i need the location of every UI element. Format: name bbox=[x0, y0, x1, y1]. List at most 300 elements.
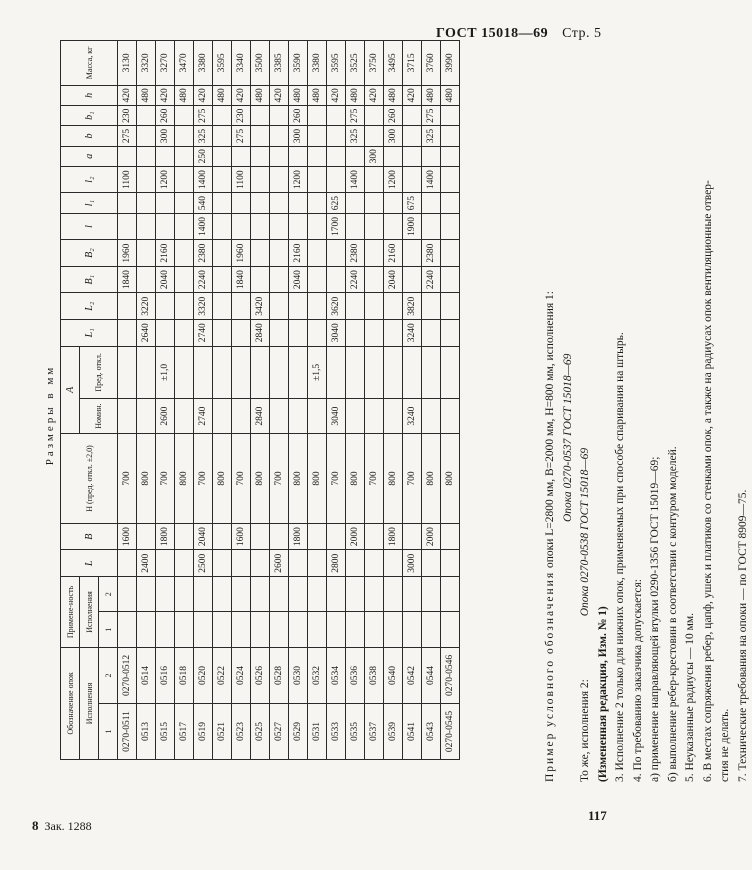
cell-app1 bbox=[422, 612, 441, 647]
cell-A bbox=[118, 399, 137, 434]
cell-l1: 540 bbox=[194, 193, 213, 213]
cell-B: 2000 bbox=[422, 523, 441, 550]
cell-L2 bbox=[118, 293, 137, 320]
cell-L1 bbox=[346, 320, 365, 347]
cell-d1: 0529 bbox=[289, 703, 308, 759]
cell-h: 480 bbox=[346, 85, 365, 105]
cell-b1: 275 bbox=[194, 106, 213, 126]
cell-L: 2500 bbox=[194, 550, 213, 577]
cell-B2 bbox=[403, 240, 422, 267]
col-A-dev: Пред. откл. bbox=[80, 346, 118, 399]
cell-L1 bbox=[308, 320, 327, 347]
app-2: 2 bbox=[99, 577, 118, 612]
same-code: Опока 0270-0538 ГОСТ 15018—69 bbox=[579, 447, 591, 617]
cell-B2: 2380 bbox=[194, 240, 213, 267]
cell-l2 bbox=[403, 166, 422, 193]
cell-app1 bbox=[384, 612, 403, 647]
table-row bbox=[308, 41, 327, 760]
table-row bbox=[403, 41, 422, 760]
cell-B bbox=[251, 523, 270, 550]
cell-app2 bbox=[346, 577, 365, 612]
cell-b bbox=[365, 126, 384, 146]
cell-l bbox=[156, 213, 175, 240]
cell-l1 bbox=[137, 193, 156, 213]
cell-B1: 1840 bbox=[232, 266, 251, 293]
cell-a: 300 bbox=[365, 146, 384, 166]
cell-l1 bbox=[346, 193, 365, 213]
cell-d1: 0533 bbox=[327, 703, 346, 759]
cell-d2: 0538 bbox=[365, 647, 384, 703]
cell-L2: 3620 bbox=[327, 293, 346, 320]
cell-B1 bbox=[213, 266, 232, 293]
cell-app2 bbox=[441, 577, 460, 612]
cell-L bbox=[384, 550, 403, 577]
table-row bbox=[251, 41, 270, 760]
cell-a bbox=[251, 146, 270, 166]
cell-b: 275 bbox=[118, 126, 137, 146]
col-l1: l₁ bbox=[61, 193, 118, 213]
cell-dev bbox=[175, 346, 194, 399]
cell-l bbox=[346, 213, 365, 240]
cell-d2: 0516 bbox=[156, 647, 175, 703]
cell-app2 bbox=[270, 577, 289, 612]
cell-l1 bbox=[270, 193, 289, 213]
cell-b1: 230 bbox=[118, 106, 137, 126]
cell-l2: 1400 bbox=[194, 166, 213, 193]
cell-H: 700 bbox=[365, 434, 384, 524]
cell-b bbox=[175, 126, 194, 146]
cell-a bbox=[384, 146, 403, 166]
cell-l: 1900 bbox=[403, 213, 422, 240]
cell-B2 bbox=[441, 240, 460, 267]
cell-b: 325 bbox=[346, 126, 365, 146]
cell-dev bbox=[441, 346, 460, 399]
cell-A bbox=[137, 399, 156, 434]
cell-B1 bbox=[270, 266, 289, 293]
cell-B1 bbox=[403, 266, 422, 293]
cell-L1 bbox=[422, 320, 441, 347]
example-label: Пример условного обозначения bbox=[544, 570, 556, 782]
cell-d1: 0543 bbox=[422, 703, 441, 759]
cell-B bbox=[365, 523, 384, 550]
cell-l bbox=[422, 213, 441, 240]
cell-A: 3240 bbox=[403, 399, 422, 434]
col-l: l bbox=[61, 213, 118, 240]
cell-b1 bbox=[213, 106, 232, 126]
cell-A bbox=[175, 399, 194, 434]
cell-a bbox=[403, 146, 422, 166]
cell-mass: 3130 bbox=[118, 41, 137, 86]
cell-L1 bbox=[384, 320, 403, 347]
cell-l2 bbox=[441, 166, 460, 193]
cell-app1 bbox=[137, 612, 156, 647]
cell-L1 bbox=[441, 320, 460, 347]
table-row bbox=[289, 41, 308, 760]
cell-dev bbox=[213, 346, 232, 399]
cell-L bbox=[232, 550, 251, 577]
cell-dev bbox=[346, 346, 365, 399]
cell-d2: 0544 bbox=[422, 647, 441, 703]
cell-A: 2840 bbox=[251, 399, 270, 434]
col-l2: l₂ bbox=[61, 166, 118, 193]
cell-l bbox=[213, 213, 232, 240]
cell-A: 3040 bbox=[327, 399, 346, 434]
note-4a: а) применение направляющей втулки 0290-1356 ГОСТ 15019—69; bbox=[649, 456, 661, 782]
cell-l bbox=[289, 213, 308, 240]
cell-B bbox=[403, 523, 422, 550]
cell-L: 2400 bbox=[137, 550, 156, 577]
cell-A: 2740 bbox=[194, 399, 213, 434]
cell-app2 bbox=[289, 577, 308, 612]
cell-h: 480 bbox=[137, 85, 156, 105]
table-row bbox=[346, 41, 365, 760]
cell-L bbox=[441, 550, 460, 577]
cell-app1 bbox=[403, 612, 422, 647]
cell-d1: 0535 bbox=[346, 703, 365, 759]
cell-L2 bbox=[270, 293, 289, 320]
cell-L1 bbox=[213, 320, 232, 347]
cell-b1: 260 bbox=[156, 106, 175, 126]
cell-B1 bbox=[365, 266, 384, 293]
cell-B: 1600 bbox=[118, 523, 137, 550]
cell-B2: 1960 bbox=[118, 240, 137, 267]
cell-l bbox=[232, 213, 251, 240]
cell-l2 bbox=[365, 166, 384, 193]
cell-dev bbox=[327, 346, 346, 399]
cell-d2: 0522 bbox=[213, 647, 232, 703]
cell-A: 2600 bbox=[156, 399, 175, 434]
cell-dev bbox=[422, 346, 441, 399]
cell-dev bbox=[251, 346, 270, 399]
cell-d1: 0270-0511 bbox=[118, 703, 137, 759]
cell-mass: 3990 bbox=[441, 41, 460, 86]
cell-app1 bbox=[289, 612, 308, 647]
cell-mass: 3340 bbox=[232, 41, 251, 86]
cell-L2 bbox=[422, 293, 441, 320]
cell-d2: 0528 bbox=[270, 647, 289, 703]
col-H: H (пред. откл. ±2,0) bbox=[61, 434, 118, 524]
cell-L bbox=[422, 550, 441, 577]
cell-mass: 3595 bbox=[327, 41, 346, 86]
app-1: 1 bbox=[99, 612, 118, 647]
table-row bbox=[175, 41, 194, 760]
cell-d1: 0270-0545 bbox=[441, 703, 460, 759]
cell-app1 bbox=[251, 612, 270, 647]
cell-mass: 3595 bbox=[213, 41, 232, 86]
cell-app2 bbox=[422, 577, 441, 612]
cell-H: 800 bbox=[137, 434, 156, 524]
cell-b1 bbox=[251, 106, 270, 126]
cell-H: 700 bbox=[194, 434, 213, 524]
col-A: A bbox=[61, 346, 80, 433]
cell-L: 2600 bbox=[270, 550, 289, 577]
cell-b bbox=[327, 126, 346, 146]
cell-app1 bbox=[118, 612, 137, 647]
cell-H: 700 bbox=[327, 434, 346, 524]
notes-block bbox=[542, 22, 752, 782]
cell-app2 bbox=[194, 577, 213, 612]
cell-b: 300 bbox=[384, 126, 403, 146]
cell-b1 bbox=[175, 106, 194, 126]
table-row bbox=[270, 41, 289, 760]
cell-b1 bbox=[270, 106, 289, 126]
col-L1: L₁ bbox=[61, 320, 118, 347]
cell-A bbox=[232, 399, 251, 434]
cell-b bbox=[251, 126, 270, 146]
cell-l2 bbox=[137, 166, 156, 193]
cell-app1 bbox=[365, 612, 384, 647]
note-4b: б) выполнение ребер-крестовин в соответствии с контуром моделей. bbox=[666, 446, 679, 782]
cell-H: 700 bbox=[232, 434, 251, 524]
cell-l2: 1100 bbox=[232, 166, 251, 193]
cell-app2 bbox=[118, 577, 137, 612]
cell-B1: 1840 bbox=[118, 266, 137, 293]
cell-d2: 0542 bbox=[403, 647, 422, 703]
cell-B: 2000 bbox=[346, 523, 365, 550]
cell-L1: 3040 bbox=[327, 320, 346, 347]
cell-L bbox=[289, 550, 308, 577]
cell-L1 bbox=[270, 320, 289, 347]
cell-h: 480 bbox=[441, 85, 460, 105]
cell-l2: 1400 bbox=[422, 166, 441, 193]
cell-dev: ±1,0 bbox=[156, 346, 175, 399]
col-h: h bbox=[61, 85, 118, 105]
cell-B bbox=[213, 523, 232, 550]
cell-L bbox=[213, 550, 232, 577]
cell-h: 480 bbox=[213, 85, 232, 105]
cell-L2 bbox=[441, 293, 460, 320]
cell-dev bbox=[384, 346, 403, 399]
cell-L2 bbox=[384, 293, 403, 320]
cell-app2 bbox=[232, 577, 251, 612]
cell-L1 bbox=[232, 320, 251, 347]
cell-d1: 0515 bbox=[156, 703, 175, 759]
cell-a bbox=[441, 146, 460, 166]
table-row bbox=[365, 41, 384, 760]
cell-mass: 3380 bbox=[308, 41, 327, 86]
cell-d2: 0540 bbox=[384, 647, 403, 703]
footer-page-number: 117 bbox=[588, 808, 607, 823]
cell-dev bbox=[118, 346, 137, 399]
cell-app1 bbox=[441, 612, 460, 647]
cell-H: 700 bbox=[403, 434, 422, 524]
cell-a bbox=[327, 146, 346, 166]
note-3: 3. Исполнение 2 только для нижних опок, применяемых при способе спаривания на штырь. bbox=[614, 332, 626, 782]
execution-header: Исполнения bbox=[80, 647, 99, 759]
table-caption: Размеры в мм bbox=[44, 364, 56, 466]
cell-l2: 1400 bbox=[346, 166, 365, 193]
cell-mass: 3385 bbox=[270, 41, 289, 86]
cell-d1: 0537 bbox=[365, 703, 384, 759]
cell-B bbox=[441, 523, 460, 550]
cell-B2 bbox=[327, 240, 346, 267]
cell-B1 bbox=[308, 266, 327, 293]
cell-L2 bbox=[213, 293, 232, 320]
cell-l2 bbox=[175, 166, 194, 193]
exec-2: 2 bbox=[99, 647, 118, 703]
cell-app2 bbox=[327, 577, 346, 612]
cell-B bbox=[327, 523, 346, 550]
cell-L1: 2640 bbox=[137, 320, 156, 347]
cell-b bbox=[213, 126, 232, 146]
note-7: 7. Технические требования на опоки — по ГОСТ 8909—75. bbox=[736, 489, 749, 782]
cell-a bbox=[346, 146, 365, 166]
cell-L: 2800 bbox=[327, 550, 346, 577]
cell-B bbox=[137, 523, 156, 550]
cell-h: 480 bbox=[308, 85, 327, 105]
cell-b: 300 bbox=[289, 126, 308, 146]
cell-mass: 3525 bbox=[346, 41, 365, 86]
cell-d1: 0517 bbox=[175, 703, 194, 759]
cell-b1: 260 bbox=[384, 106, 403, 126]
cell-l1 bbox=[213, 193, 232, 213]
cell-L2 bbox=[175, 293, 194, 320]
cell-B1 bbox=[441, 266, 460, 293]
cell-L1 bbox=[289, 320, 308, 347]
cell-d2: 0270-0546 bbox=[441, 647, 460, 703]
cell-l bbox=[441, 213, 460, 240]
cell-B2 bbox=[308, 240, 327, 267]
cell-B1 bbox=[327, 266, 346, 293]
cell-B1: 2040 bbox=[156, 266, 175, 293]
cell-B: 1800 bbox=[156, 523, 175, 550]
standard-title: ГОСТ 15018—69 bbox=[436, 26, 549, 41]
cell-a bbox=[289, 146, 308, 166]
cell-L bbox=[308, 550, 327, 577]
cell-a bbox=[308, 146, 327, 166]
cell-h: 420 bbox=[194, 85, 213, 105]
table-row bbox=[441, 41, 460, 760]
table-row bbox=[156, 41, 175, 760]
cell-l1 bbox=[365, 193, 384, 213]
cell-d2: 0530 bbox=[289, 647, 308, 703]
cell-b1 bbox=[308, 106, 327, 126]
col-B2: B₂ bbox=[61, 240, 118, 267]
cell-L2: 3320 bbox=[194, 293, 213, 320]
cell-B1: 2240 bbox=[346, 266, 365, 293]
cell-b: 300 bbox=[156, 126, 175, 146]
cell-b: 325 bbox=[422, 126, 441, 146]
cell-b1: 230 bbox=[232, 106, 251, 126]
cell-l bbox=[270, 213, 289, 240]
cell-l1 bbox=[118, 193, 137, 213]
cell-B1: 2240 bbox=[422, 266, 441, 293]
cell-L1 bbox=[156, 320, 175, 347]
application-exec-header: Исполнения bbox=[80, 577, 99, 648]
cell-a bbox=[422, 146, 441, 166]
cell-b1: 275 bbox=[422, 106, 441, 126]
cell-b bbox=[441, 126, 460, 146]
cell-dev bbox=[270, 346, 289, 399]
cell-l1 bbox=[441, 193, 460, 213]
cell-B bbox=[270, 523, 289, 550]
cell-a: 250 bbox=[194, 146, 213, 166]
cell-b bbox=[270, 126, 289, 146]
cell-L1 bbox=[118, 320, 137, 347]
cell-d2: 0270-0512 bbox=[118, 647, 137, 703]
cell-A bbox=[289, 399, 308, 434]
cell-B1: 2040 bbox=[384, 266, 403, 293]
cell-l2: 1200 bbox=[156, 166, 175, 193]
cell-d2: 0534 bbox=[327, 647, 346, 703]
cell-l2 bbox=[213, 166, 232, 193]
cell-A bbox=[384, 399, 403, 434]
cell-l2: 1200 bbox=[289, 166, 308, 193]
cell-H: 800 bbox=[384, 434, 403, 524]
cell-app2 bbox=[175, 577, 194, 612]
cell-H: 800 bbox=[422, 434, 441, 524]
cell-L2 bbox=[232, 293, 251, 320]
cell-B2: 2380 bbox=[422, 240, 441, 267]
cell-a bbox=[270, 146, 289, 166]
cell-d2: 0520 bbox=[194, 647, 213, 703]
cell-L2: 3220 bbox=[137, 293, 156, 320]
col-b1: b₁ bbox=[61, 106, 118, 126]
cell-l bbox=[365, 213, 384, 240]
cell-d2: 0514 bbox=[137, 647, 156, 703]
cell-app1 bbox=[175, 612, 194, 647]
cell-app1 bbox=[194, 612, 213, 647]
cell-app1 bbox=[156, 612, 175, 647]
cell-a bbox=[156, 146, 175, 166]
table-row bbox=[137, 41, 156, 760]
cell-dev bbox=[232, 346, 251, 399]
cell-B1 bbox=[137, 266, 156, 293]
cell-L bbox=[156, 550, 175, 577]
cell-dev bbox=[365, 346, 384, 399]
cell-B bbox=[175, 523, 194, 550]
cell-mass: 3320 bbox=[137, 41, 156, 86]
cell-mass: 3715 bbox=[403, 41, 422, 86]
cell-L2: 3820 bbox=[403, 293, 422, 320]
cell-L1: 3240 bbox=[403, 320, 422, 347]
cell-L bbox=[175, 550, 194, 577]
cell-L2 bbox=[346, 293, 365, 320]
cell-B2: 1960 bbox=[232, 240, 251, 267]
cell-dev bbox=[137, 346, 156, 399]
cell-H: 800 bbox=[289, 434, 308, 524]
footer-left bbox=[32, 818, 92, 834]
table-row bbox=[384, 41, 403, 760]
cell-d1: 0521 bbox=[213, 703, 232, 759]
cell-B1: 2040 bbox=[289, 266, 308, 293]
cell-l1 bbox=[156, 193, 175, 213]
cell-B2 bbox=[175, 240, 194, 267]
cell-dev bbox=[403, 346, 422, 399]
table-row bbox=[194, 41, 213, 760]
note-5: 5. Неуказанные радиусы — 10 мм. bbox=[684, 612, 696, 782]
cell-A bbox=[365, 399, 384, 434]
cell-l1 bbox=[232, 193, 251, 213]
cell-a bbox=[118, 146, 137, 166]
order-number: Зак. 1288 bbox=[44, 819, 92, 833]
cell-app1 bbox=[346, 612, 365, 647]
cell-dev: ±1,5 bbox=[308, 346, 327, 399]
cell-L bbox=[365, 550, 384, 577]
cell-d1: 0531 bbox=[308, 703, 327, 759]
same-label: То же, исполнения 2: bbox=[579, 679, 591, 782]
cell-H: 700 bbox=[156, 434, 175, 524]
cell-H: 800 bbox=[251, 434, 270, 524]
revision-note: (Измененная редакция, Изм. № 1) bbox=[596, 606, 609, 782]
cell-L1 bbox=[175, 320, 194, 347]
cell-l2: 1200 bbox=[384, 166, 403, 193]
application-header: Примене-ность bbox=[61, 577, 80, 648]
cell-B: 1800 bbox=[384, 523, 403, 550]
cell-B2: 2160 bbox=[384, 240, 403, 267]
cell-d2: 0526 bbox=[251, 647, 270, 703]
cell-d2: 0524 bbox=[232, 647, 251, 703]
